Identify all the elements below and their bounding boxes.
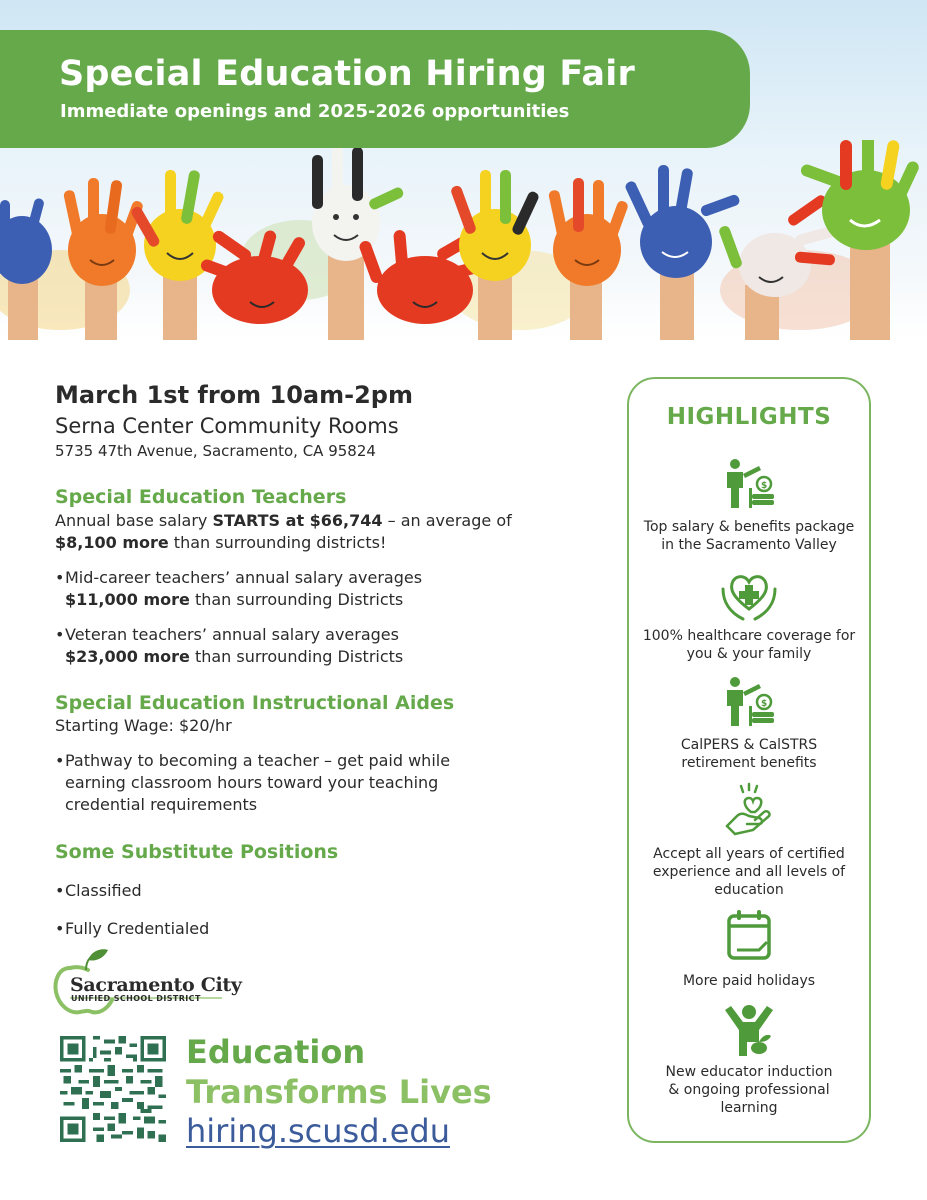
highlight-item-induction: New educator induction & ongoing professional learning <box>665 1064 833 1116</box>
list-item: •Mid-career teachers’ annual salary averages $11,000 more than surrounding Districts <box>55 568 423 609</box>
page-title: Special Education Hiring Fair <box>59 54 635 94</box>
aides-wage: Starting Wage: $20/hr <box>55 716 232 735</box>
list-item: •Pathway to becoming a teacher – get paid while earning classroom hours toward your teaching credential requirements <box>55 751 451 814</box>
list-item: •Classified <box>55 881 142 900</box>
highlights-title: HIGHLIGHTS <box>666 404 832 430</box>
highlight-item-retirement: CalPERS & CalSTRS retirement benefits <box>680 737 818 771</box>
teachers-heading: Special Education Teachers <box>55 486 347 508</box>
event-date-time: March 1st from 10am-2pm <box>55 381 413 409</box>
calendar-icon <box>719 908 779 964</box>
teachers-salary-line-2: $8,100 more than surrounding districts! <box>55 533 387 552</box>
district-logo-name: Sacramento City <box>70 974 242 996</box>
heart-hand-icon <box>719 782 779 838</box>
highlight-item-holidays: More paid holidays <box>682 973 816 989</box>
page-subtitle: Immediate openings and 2025-2026 opportunities <box>60 101 570 122</box>
highlight-item-experience: Accept all years of certified experience and all levels of education <box>652 846 846 898</box>
highlight-item-healthcare: 100% healthcare coverage for you & your family <box>642 628 856 662</box>
hiring-url-link[interactable]: hiring.scusd.edu <box>186 1112 450 1150</box>
svg-text:$: $ <box>761 699 768 709</box>
svg-text:$: $ <box>761 481 768 491</box>
teachers-salary-line-1: Annual base salary STARTS at $66,744 – an average of <box>55 511 512 530</box>
tagline-line-1: Education <box>186 1033 366 1071</box>
aides-heading: Special Education Instructional Aides <box>55 692 455 714</box>
event-address: 5735 47th Avenue, Sacramento, CA 95824 <box>55 442 376 460</box>
healthcare-hands-icon <box>719 565 779 621</box>
list-item: •Fully Credentialed <box>55 919 210 938</box>
painted-hands-illustration <box>0 140 927 340</box>
event-venue: Serna Center Community Rooms <box>55 414 399 438</box>
qr-code-icon[interactable] <box>60 1036 166 1142</box>
hero-banner <box>0 0 927 340</box>
list-item: •Veteran teachers’ annual salary averages $23,000 more than surrounding Districts <box>55 625 404 666</box>
educator-growth-icon <box>719 1002 779 1058</box>
retirement-coins-icon <box>719 674 779 730</box>
substitute-heading: Some Substitute Positions <box>55 841 339 863</box>
highlight-item-salary: Top salary & benefits package in the Sacramento Valley <box>643 519 855 553</box>
tagline-line-2: Transforms Lives <box>186 1073 492 1111</box>
district-logo-subtitle: UNIFIED SCHOOL DISTRICT <box>71 994 201 1003</box>
salary-growth-icon <box>719 456 779 512</box>
